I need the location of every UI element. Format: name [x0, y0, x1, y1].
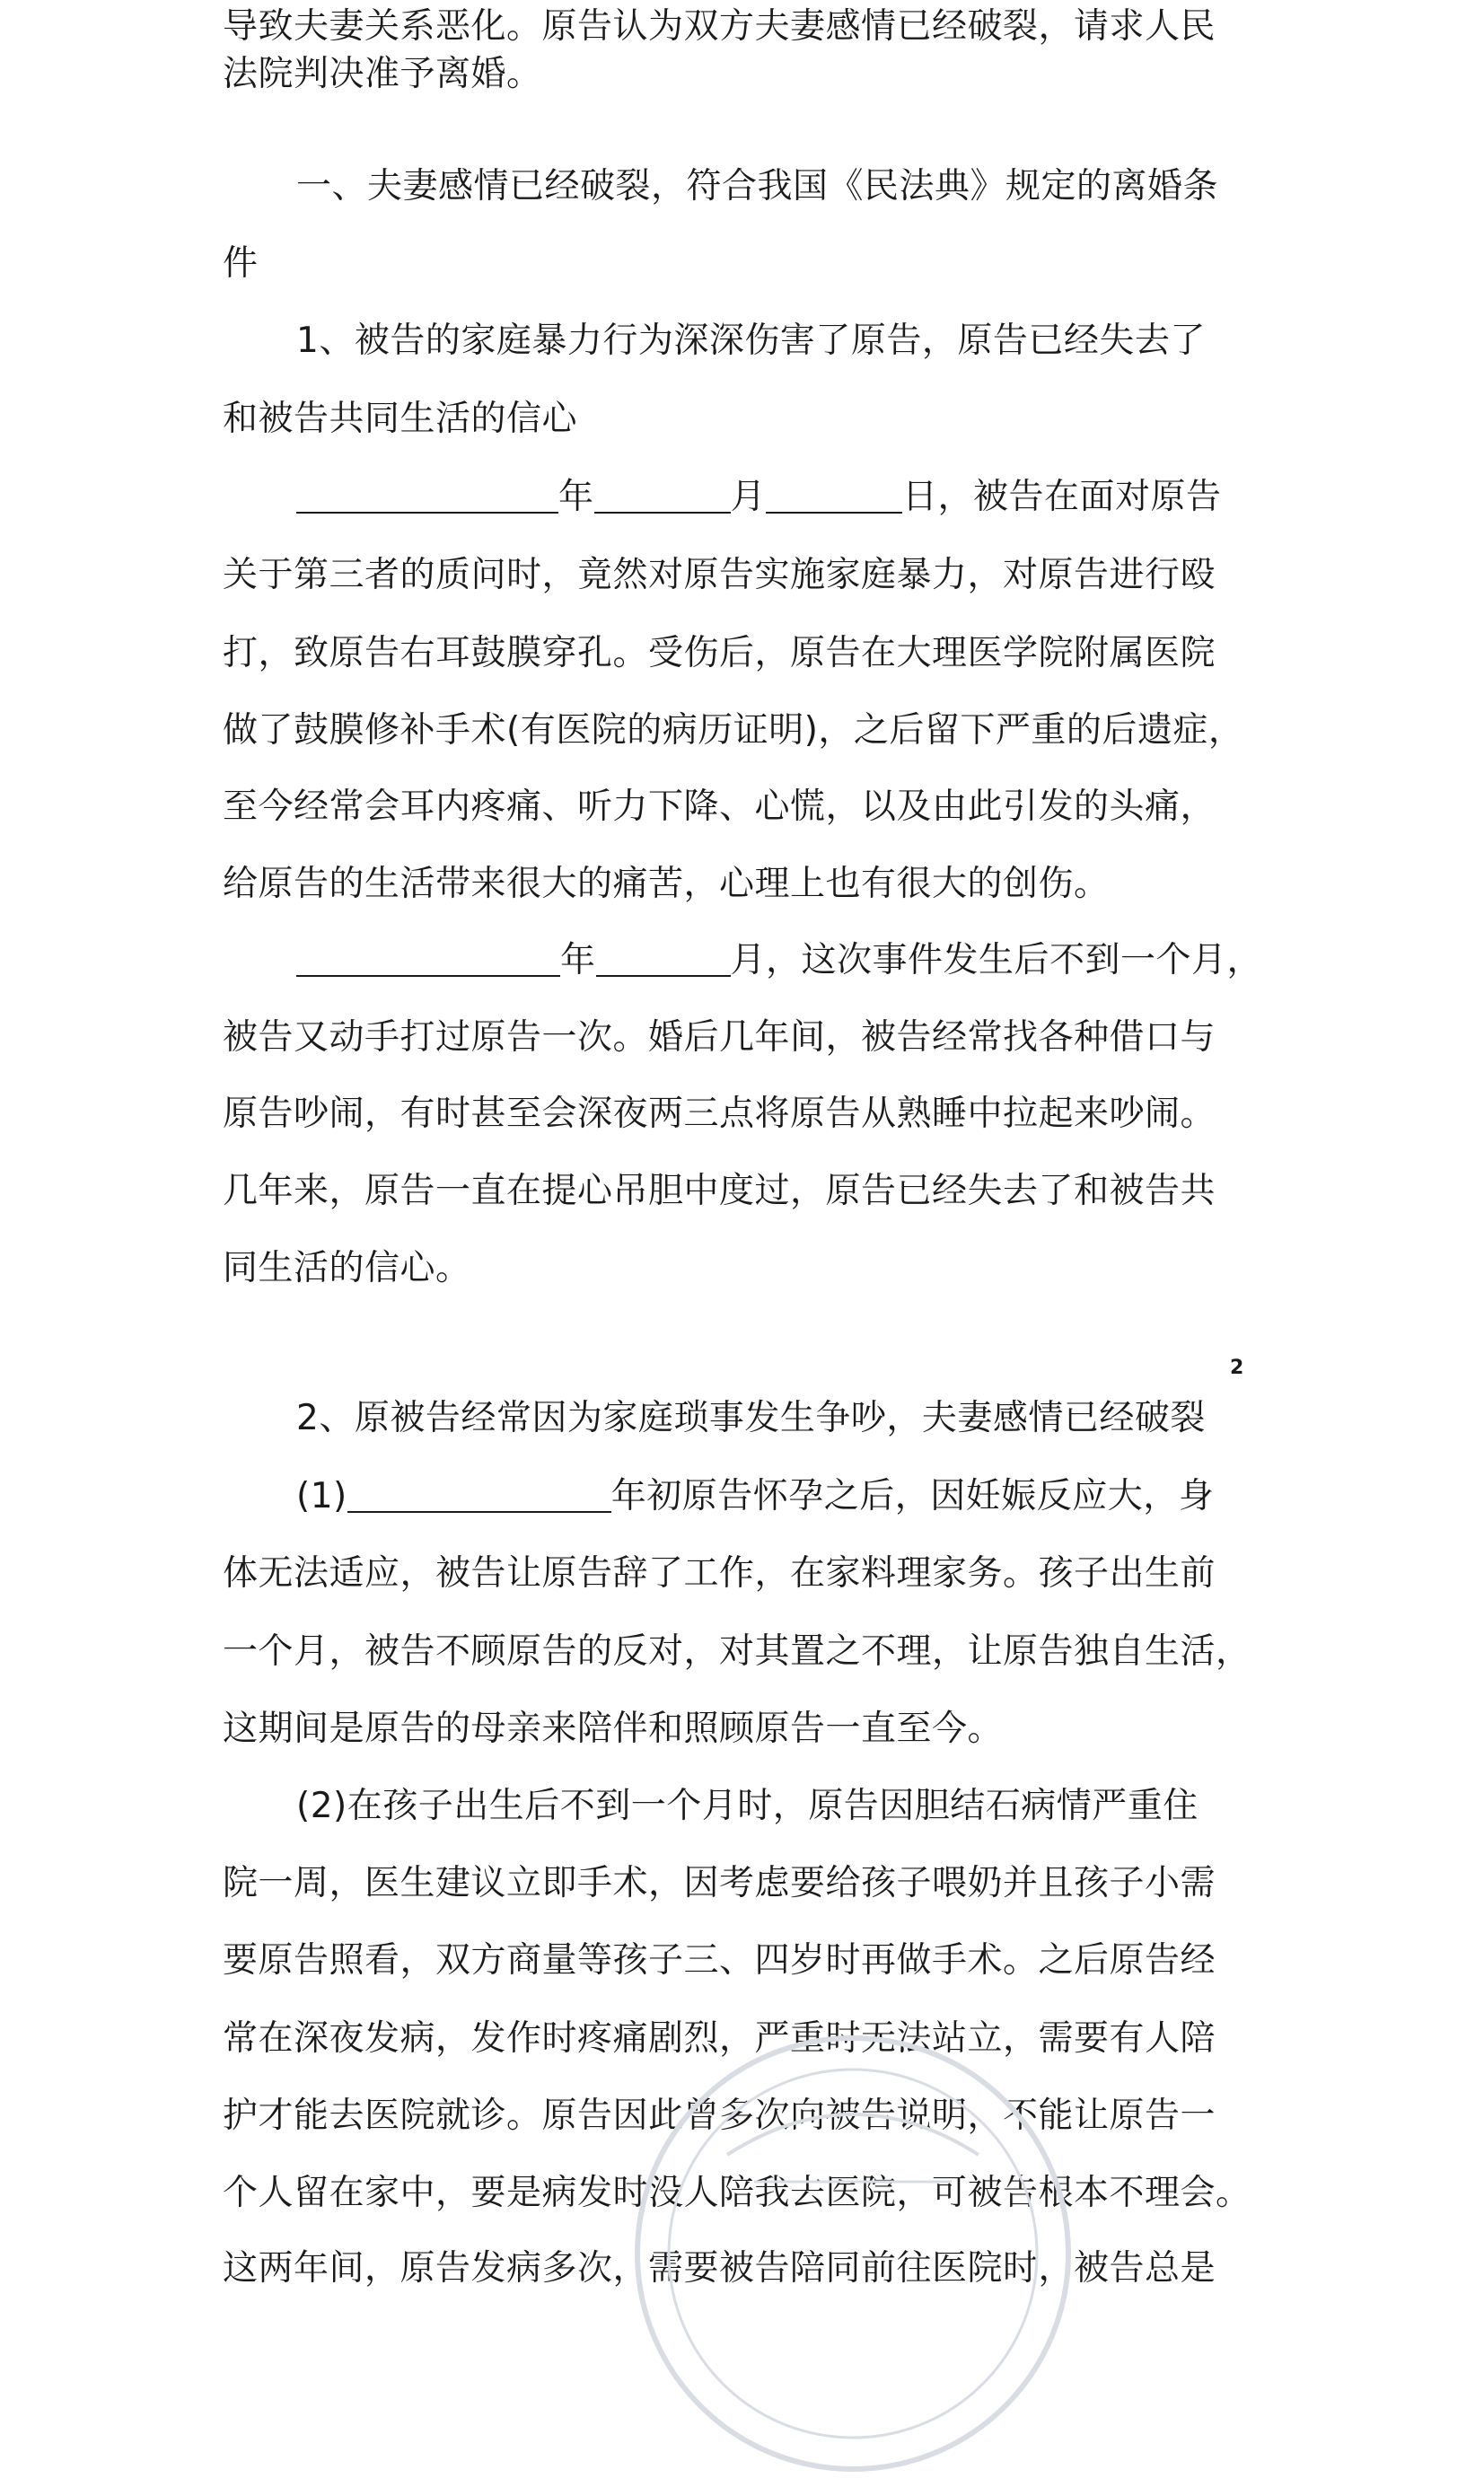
text-line: 院一周，医生建议立即手术，因考虑要给孩子喂奶并且孩子小需: [223, 1863, 1216, 1903]
text-line: 同生活的信心。: [223, 1248, 471, 1288]
text-line: 这两年间，原告发病多次，需要被告陪同前往医院时，被告总是: [223, 2248, 1216, 2289]
month-blank: [596, 939, 731, 977]
list-item-1: [296, 1470, 1214, 1524]
page-number: 2: [1230, 1357, 1244, 1379]
text-line: 要原告照看，双方商量等孩子三、四岁时再做手术。之后原告经: [223, 1940, 1216, 1981]
text-line: 护才能去医院就诊。原告因此曾多次向被告说明，不能让原告一: [223, 2096, 1216, 2136]
month-blank: [594, 476, 731, 514]
text-line: 常在深夜发病，发作时疼痛剧烈，严重时无法站立，需要有人陪: [223, 2018, 1216, 2059]
text-line: 体无法适应，被告让原告辞了工作，在家料理家务。孩子出生前: [223, 1553, 1216, 1594]
text-line: 被告又动手打过原告一次。婚后几年间，被告经常找各种借口与: [223, 1017, 1216, 1058]
list-item-text: 年初原告怀孕之后，因妊娠反应大，身: [610, 1476, 1215, 1516]
text-line: 打，致原告右耳鼓膜穿孔。受伤后，原告在大理医学院附属医院: [223, 633, 1216, 673]
text-line: 和被告共同生活的信心: [223, 399, 578, 439]
year-label: 年: [560, 940, 596, 980]
text-line: 这期间是原告的母亲来陪伴和照顾原告一直至今。: [223, 1709, 1004, 1749]
list-item-2: (2)在孩子出生后不到一个月时，原告因胆结石病情严重住: [296, 1786, 1199, 1826]
year-blank: [296, 939, 560, 977]
text-line: 导致夫妻关系恶化。原告认为双方夫妻感情已经破裂，请求人民: [223, 6, 1216, 47]
year-blank: [347, 1475, 611, 1513]
text-line: 一个月，被告不顾原告的反对，对其置之不理，让原告独自生活，: [223, 1631, 1251, 1672]
day-blank: [766, 476, 902, 514]
text-line: 做了鼓膜修补手术(有医院的病历证明)，之后留下严重的后遗症，: [223, 710, 1244, 751]
date-line: [296, 470, 1222, 524]
subsection-heading: 2、原被告经常因为家庭琐事发生争吵，夫妻感情已经破裂: [296, 1398, 1206, 1438]
text-line: 关于第三者的质问时，竟然对原告实施家庭暴力，对原告进行殴: [223, 555, 1216, 595]
subsection-heading: 1、被告的家庭暴力行为深深伤害了原告，原告已经失去了: [296, 321, 1206, 361]
month-label: 月，这次事件发生后不到一个月，: [730, 940, 1263, 980]
text-line: 至今经常会耳内疼痛、听力下降、心慌，以及由此引发的头痛，: [223, 787, 1216, 827]
text-line: 几年来，原告一直在提心吊胆中度过，原告已经失去了和被告共: [223, 1171, 1216, 1211]
text-line: 件: [223, 243, 259, 284]
text-line: 个人留在家中，要是病发时没人陪我去医院，可被告根本不理会。: [223, 2173, 1251, 2213]
text-line: 法院判决准予离婚。: [223, 54, 542, 94]
text-line: 原告吵闹，有时甚至会深夜两三点将原告从熟睡中拉起来吵闹。: [223, 1094, 1216, 1134]
month-label: 月: [730, 477, 767, 517]
section-heading: 一、夫妻感情已经破裂，符合我国《民法典》规定的离婚条: [296, 166, 1219, 207]
list-item-prefix: (1): [296, 1476, 347, 1516]
day-label: 日，被告在面对原告: [902, 477, 1222, 517]
date-line: [296, 934, 1262, 988]
text-line: 给原告的生活带来很大的痛苦，心理上也有很大的创伤。: [223, 864, 1110, 904]
year-blank: [296, 476, 558, 514]
year-label: 年: [558, 477, 594, 517]
